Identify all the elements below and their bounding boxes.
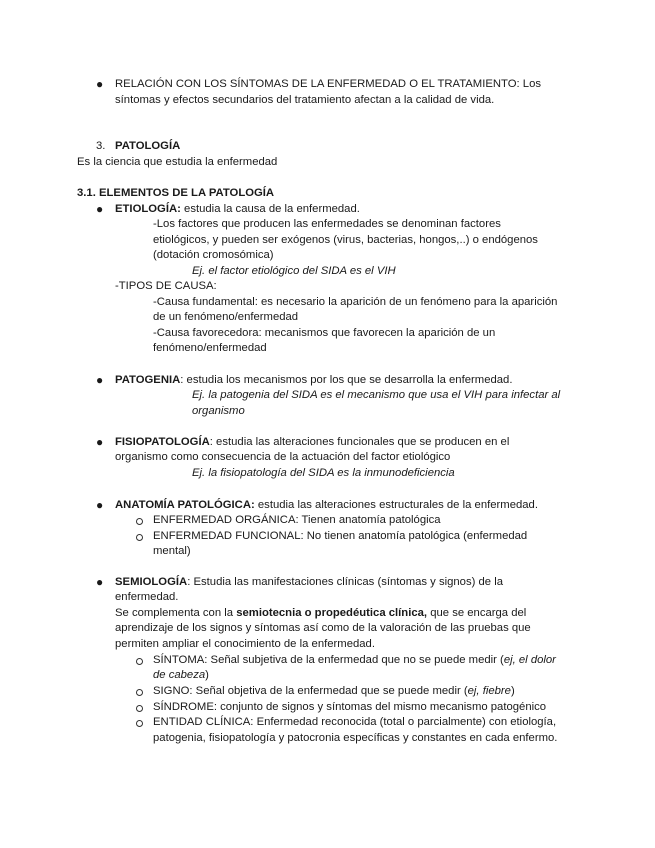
section-title: PATOLOGÍA: [115, 140, 181, 152]
semiologia-desc: : Estudia las manifestaciones clínicas (síntomas y signos) de la: [187, 576, 504, 588]
patogenia-desc: : estudia los mecanismos por los que se desarrolla la enfermedad.: [180, 374, 513, 386]
bullet-icon: ●: [96, 435, 104, 449]
anatomia-sub-2a: ENFERMEDAD FUNCIONAL: No tienen anatomía patológica (enfermedad: [153, 530, 528, 542]
circle-bullet-icon: [136, 518, 143, 525]
semiologia-term: SEMIOLOGÍA: [115, 576, 188, 588]
patogenia-heading: [115, 373, 512, 388]
fisiopatologia-line-2: organismo como consecuencia de la actuación del factor etiológico: [115, 451, 451, 463]
etiologia-line-3: (dotación cromosómica): [153, 249, 274, 261]
signo-text: SIGNO: Señal objetiva de la enfermedad que se puede medir (: [153, 685, 468, 697]
signo-close: ): [510, 685, 515, 697]
complement-post: que se encarga del: [427, 607, 527, 619]
semiologia-line-4: aprendizaje de los signos y síntomas así como de la valoración de las pruebas que: [115, 622, 531, 634]
etiologia-line-2: etiológicos, y pueden ser exógenos (virus, bacterias, hongos,..) o endógenos: [153, 234, 538, 246]
complement-bold: semiotecnia o propedéutica clínica,: [236, 607, 428, 619]
causa-favorecedora-2: fenómeno/enfermedad: [153, 342, 267, 354]
patogenia-example-2: organismo: [192, 405, 245, 417]
entidad-clinica-line-2: patogenia, fisiopatología y patocronia específicas y constantes en cada enfermo.: [153, 732, 558, 744]
etiologia-example: Ej. el factor etiológico del SIDA es el VIH: [192, 265, 396, 277]
sintoma-example: ej, el dolor: [503, 654, 556, 666]
subsection-title: 3.1. ELEMENTOS DE LA PATOLOGÍA: [77, 187, 275, 199]
sintoma-close: ): [205, 669, 209, 681]
etiologia-heading: [115, 202, 360, 217]
semiologia-heading: [115, 575, 503, 590]
fisiopatologia-heading: [115, 435, 509, 450]
section-number: 3.: [96, 140, 106, 152]
intro-line-1: RELACIÓN CON LOS SÍNTOMAS DE LA ENFERMEDAD O EL TRATAMIENTO: Los: [115, 78, 542, 90]
complement-pre: Se complementa con la: [115, 607, 237, 619]
anatomia-desc: estudia las alteraciones estructurales de la enfermedad.: [254, 499, 538, 511]
patogenia-example-1: Ej. la patogenia del SIDA es el mecanismo que usa el VIH para infectar al: [192, 389, 561, 401]
causa-fundamental-1: -Causa fundamental: es necesario la aparición de un fenómeno para la aparición: [153, 296, 558, 308]
bullet-icon: ●: [96, 373, 104, 387]
anatomia-heading: [115, 498, 538, 513]
anatomia-sub-2b: mental): [153, 545, 191, 557]
fisiopatologia-term: FISIOPATOLOGÍA: [115, 436, 210, 448]
intro-line-2: síntomas y efectos secundarios del tratamiento afectan a la calidad de vida.: [115, 94, 495, 106]
signo-example: ej, fiebre: [467, 685, 511, 697]
circle-bullet-icon: [136, 534, 143, 541]
fisiopatologia-example: Ej. la fisiopatología del SIDA es la inmunodeficiencia: [192, 467, 455, 479]
sintoma-example-cont: de cabeza: [153, 669, 206, 681]
sindrome-line: SÍNDROME: conjunto de signos y síntomas del mismo mecanismo patogénico: [153, 701, 547, 713]
sintoma-line-2: [153, 668, 209, 683]
signo-line: [153, 684, 515, 699]
tipos-causa: -TIPOS DE CAUSA:: [115, 280, 217, 292]
semiologia-complement: [115, 606, 526, 621]
bullet-icon: ●: [96, 498, 104, 512]
causa-fundamental-2: de un fenómeno/enfermedad: [153, 311, 299, 323]
sintoma-line-1: [153, 653, 556, 668]
etiologia-line-1: -Los factores que producen las enfermedades se denominan factores: [153, 218, 501, 230]
circle-bullet-icon: [136, 689, 143, 696]
semiologia-line-5: permiten ampliar el conocimiento de la enfermedad.: [115, 638, 375, 650]
bullet-icon: ●: [96, 202, 104, 216]
etiologia-desc: estudia la causa de la enfermedad.: [180, 203, 360, 215]
bullet-icon: ●: [96, 77, 104, 91]
bullet-icon: ●: [96, 575, 104, 589]
etiologia-term: ETIOLOGÍA:: [115, 203, 181, 215]
sintoma-text: SÍNTOMA: Señal subjetiva de la enfermedad que no se puede medir (: [153, 654, 504, 666]
anatomia-sub-1: ENFERMEDAD ORGÁNICA: Tienen anatomía patológica: [153, 514, 441, 526]
fisiopatologia-desc: : estudia las alteraciones funcionales que se producen en el: [209, 436, 510, 448]
circle-bullet-icon: [136, 658, 143, 665]
circle-bullet-icon: [136, 720, 143, 727]
entidad-clinica-line-1: ENTIDAD CLÍNICA: Enfermedad reconocida (total o parcialmente) con etiología,: [153, 716, 557, 728]
causa-favorecedora-1: -Causa favorecedora: mecanismos que favorecen la aparición de un: [153, 327, 496, 339]
circle-bullet-icon: [136, 705, 143, 712]
section-definition: Es la ciencia que estudia la enfermedad: [77, 156, 278, 168]
patogenia-term: PATOGENIA: [115, 374, 181, 386]
semiologia-line-2: enfermedad.: [115, 591, 179, 603]
anatomia-term: ANATOMÍA PATOLÓGICA:: [115, 499, 255, 511]
